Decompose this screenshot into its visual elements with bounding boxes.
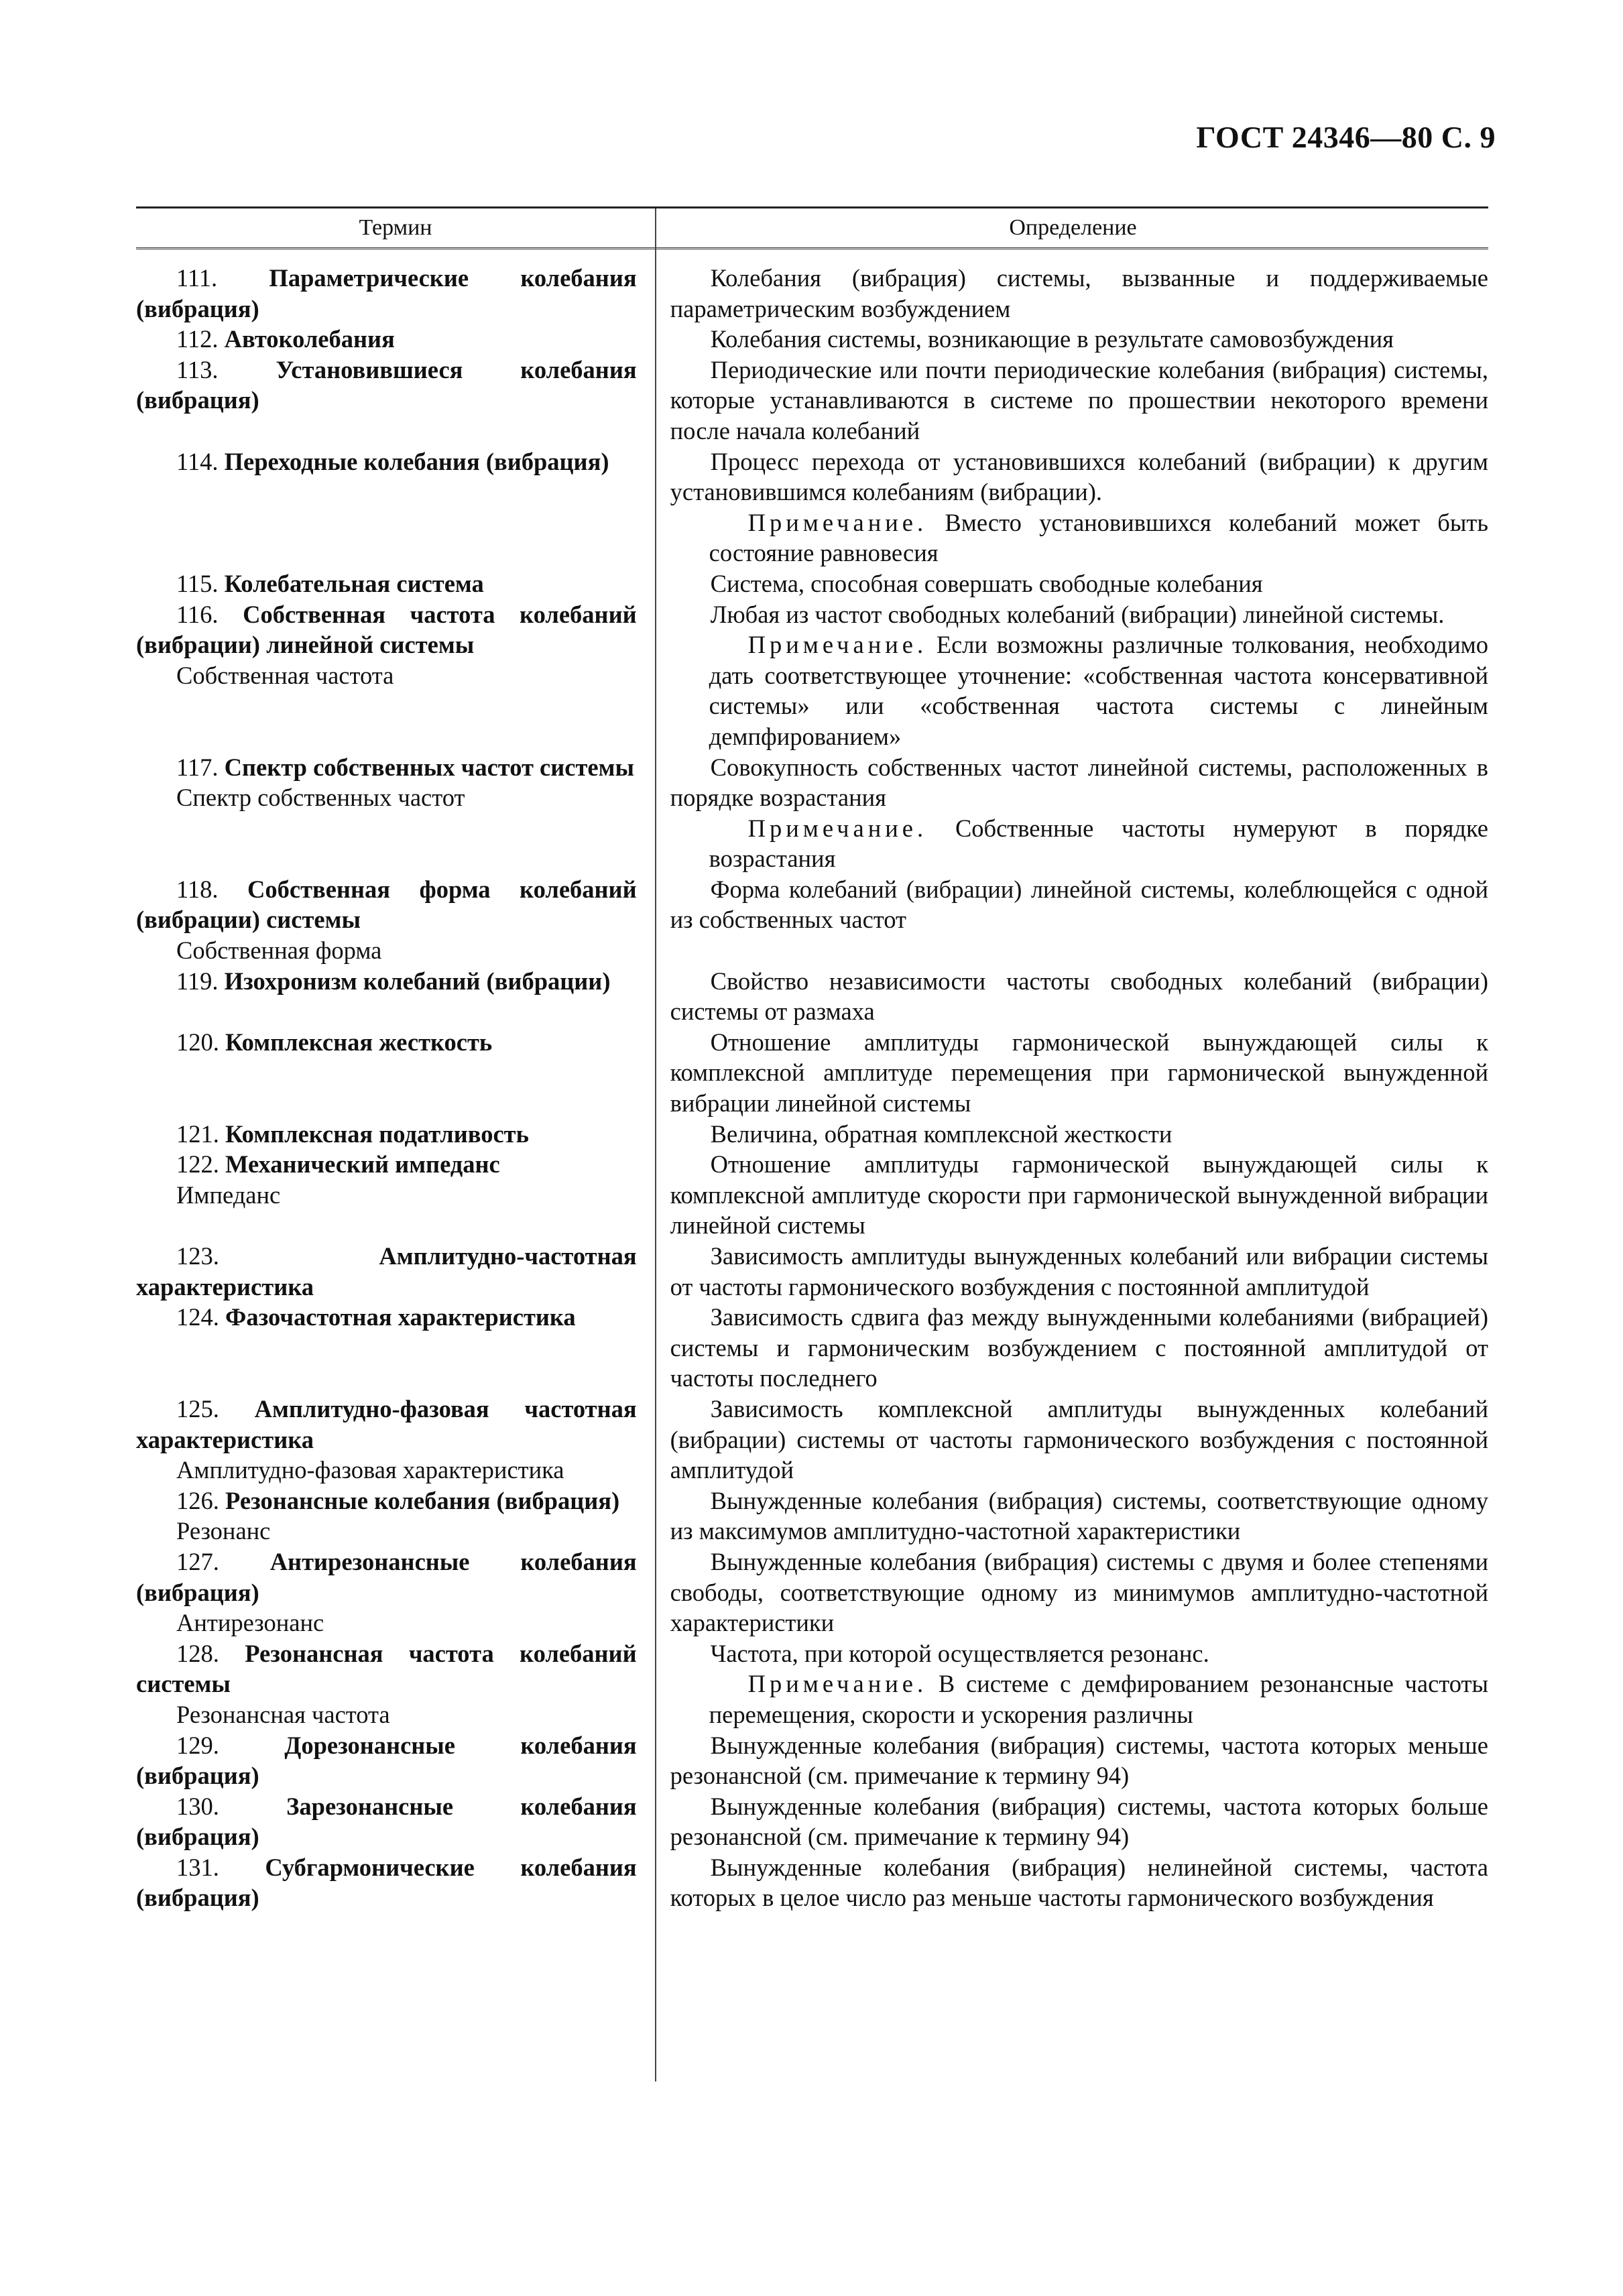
- note-label: Примечание.: [747, 1670, 928, 1698]
- table-row: [136, 324, 1488, 355]
- term-cell: [136, 1119, 653, 1150]
- term-name: Переходные колебания (вибрация): [224, 447, 609, 475]
- table-row: [136, 263, 1488, 324]
- term-line: [136, 1241, 637, 1302]
- term-name: Дорезонансные колебания (вибрация): [136, 1731, 637, 1790]
- term-short-form: Спектр собственных частот: [176, 784, 465, 812]
- term-cell: [136, 752, 653, 874]
- table-row: [136, 1791, 1488, 1852]
- definition-text: Величина, обратная комплексной жесткости: [710, 1120, 1173, 1148]
- definition-cell: [670, 599, 1488, 752]
- term-short-form: Антирезонанс: [176, 1609, 324, 1637]
- term-line: [136, 874, 637, 935]
- term-name: Зарезонансные колебания (вибрация): [136, 1792, 637, 1851]
- term-number: 130.: [176, 1792, 219, 1820]
- definition-cell: [670, 568, 1488, 599]
- definition-text: Зависимость амплитуды вынужденных колебаний или вибрации системы от частоты гармонического возбуждения с постоянной амплитудой: [670, 1242, 1488, 1301]
- table-row: [136, 1027, 1488, 1119]
- page-header: ГОСТ 24346—80 С. 9: [1196, 120, 1496, 154]
- definition-cell: [670, 752, 1488, 874]
- term-name: Комплексная жесткость: [225, 1028, 493, 1056]
- definition-text: Любая из частот свободных колебаний (вибрации) линейной системы.: [710, 600, 1445, 628]
- table-row: [136, 874, 1488, 966]
- term-number: 129.: [176, 1731, 219, 1759]
- table-row: [136, 1547, 1488, 1638]
- table-row: [136, 446, 1488, 568]
- definition-text: Вынужденные колебания (вибрация) системы, частота которых меньше резонансной (см. примечание к термину 94): [670, 1731, 1488, 1790]
- table-row: [136, 1638, 1488, 1730]
- term-cell: [136, 355, 653, 446]
- note: [670, 629, 1488, 751]
- definition-cell: [670, 1638, 1488, 1730]
- table-row: [136, 1394, 1488, 1486]
- table-row: [136, 1149, 1488, 1241]
- term-name: Автоколебания: [224, 325, 395, 353]
- definition-cell: [670, 1241, 1488, 1302]
- definition-text: Периодические или почти периодические колебания (вибрация) системы, которые устанавливаются в системе по прошествии некоторого времени после начала колебаний: [670, 355, 1488, 444]
- term-number: 112.: [176, 325, 219, 353]
- term-number: 128.: [176, 1639, 219, 1667]
- table-row: [136, 1241, 1488, 1302]
- definition-cell: [670, 1852, 1488, 1913]
- term-line: [136, 1149, 637, 1180]
- term-line: [136, 966, 637, 997]
- term-number: 114.: [176, 447, 219, 475]
- term-cell: [136, 1302, 653, 1394]
- term-number: 127.: [176, 1547, 219, 1575]
- term-number: 113.: [176, 355, 219, 383]
- term-short-form: Резонанс: [176, 1517, 271, 1545]
- term-number: 126.: [176, 1486, 219, 1514]
- term-cell: [136, 1486, 653, 1547]
- term-line: [136, 1027, 637, 1058]
- term-number: 131.: [176, 1853, 219, 1881]
- note: [670, 507, 1488, 568]
- term-name: Собственная форма колебаний (вибрации) системы: [136, 875, 637, 934]
- term-cell: [136, 263, 653, 324]
- term-name: Резонансные колебания (вибрация): [225, 1486, 620, 1514]
- term-number: 119.: [176, 967, 219, 995]
- definition-cell: [670, 355, 1488, 446]
- term-name: Антирезонансные колебания (вибрация): [136, 1547, 637, 1606]
- table-row: [136, 1852, 1488, 1913]
- note-text: Вместо установившихся колебаний может быть состояние равновесия: [709, 508, 1488, 567]
- definition-text: Отношение амплитуды гармонической вынуждающей силы к комплексной амплитуде скорости при гармонической вынужденной вибрации линейной системы: [670, 1150, 1488, 1240]
- term-line: [136, 1486, 637, 1516]
- definition-cell: [670, 1027, 1488, 1119]
- term-number: 124.: [176, 1303, 219, 1331]
- term-name: Параметрические колебания (вибрация): [136, 264, 637, 322]
- definition-text: Зависимость комплексной амплитуды вынужденных колебаний (вибрации) системы от частоты гармонического возбуждения с постоянной амплитудой: [670, 1394, 1488, 1484]
- term-number: 115.: [176, 569, 219, 597]
- term-number: 117.: [176, 753, 219, 781]
- note-text: Собственные частоты нумеруют в порядке возрастания: [709, 814, 1489, 873]
- term-name: Субгармонические колебания (вибрация): [136, 1853, 637, 1912]
- definition-cell: [670, 1730, 1488, 1791]
- term-line: [136, 1852, 637, 1913]
- term-name: Спектр собственных частот системы: [224, 753, 634, 781]
- term-number: 120.: [176, 1028, 219, 1056]
- term-name: Изохронизм колебаний (вибрации): [224, 967, 611, 995]
- definition-text: Частота, при которой осуществляется резонанс.: [710, 1639, 1209, 1667]
- term-cell: [136, 966, 653, 1027]
- column-header-term: Термин: [359, 215, 432, 240]
- term-cell: [136, 1791, 653, 1852]
- term-number: 111.: [176, 264, 218, 292]
- term-line: [136, 1791, 637, 1852]
- definition-cell: [670, 263, 1488, 324]
- term-line: [136, 1394, 637, 1455]
- term-number: 122.: [176, 1150, 219, 1179]
- note-label: Примечание.: [747, 631, 928, 659]
- definition-cell: [670, 966, 1488, 1027]
- definition-text: Отношение амплитуды гармонической вынуждающей силы к комплексной амплитуде перемещения при гармонической вынужденной вибрации линейной системы: [670, 1028, 1488, 1117]
- term-line: [136, 568, 637, 599]
- definition-cell: [670, 1547, 1488, 1638]
- term-cell: [136, 1638, 653, 1730]
- definition-cell: [670, 446, 1488, 568]
- term-cell: [136, 1547, 653, 1638]
- term-line: [136, 263, 637, 324]
- term-short-form: Собственная частота: [176, 661, 394, 689]
- term-cell: [136, 874, 653, 966]
- term-cell: [136, 1149, 653, 1241]
- definition-text: Вынужденные колебания (вибрация) нелинейной системы, частота которых в целое число раз меньше частоты гармонического возбуждения: [670, 1853, 1488, 1912]
- definition-cell: [670, 1486, 1488, 1547]
- note-text: Если возможны различные толкования, необходимо дать соответствующее уточнение: «собственная частота консервативной системы» или «собственная частота системы с линейным демпфированием»: [709, 631, 1489, 750]
- term-cell: [136, 1394, 653, 1486]
- table-row: [136, 1302, 1488, 1394]
- term-number: 121.: [176, 1120, 219, 1148]
- term-cell: [136, 1730, 653, 1791]
- term-name: Амплитудно-частотная характеристика: [136, 1242, 637, 1301]
- term-line: [136, 446, 637, 477]
- definition-text: Система, способная совершать свободные колебания: [710, 569, 1263, 597]
- definition-text: Процесс перехода от установившихся колебаний (вибрации) к другим установившимся колебаниям (вибрации).: [670, 447, 1488, 506]
- term-cell: [136, 1852, 653, 1913]
- definition-text: Вынужденные колебания (вибрация) системы, соответствующие одному из максимумов амплитудно-частотной характеристики: [670, 1486, 1488, 1545]
- term-name: Колебательная система: [224, 569, 484, 597]
- definition-cell: [670, 874, 1488, 966]
- definition-cell: [670, 1302, 1488, 1394]
- definition-cell: [670, 1394, 1488, 1486]
- term-name: Механический импеданс: [225, 1150, 500, 1179]
- term-name: Фазочастотная характеристика: [225, 1303, 576, 1331]
- table-row: [136, 355, 1488, 446]
- table-row: [136, 1730, 1488, 1791]
- term-line: [136, 1638, 637, 1699]
- table-row: [136, 1119, 1488, 1150]
- term-number: 125.: [176, 1394, 219, 1423]
- note: [670, 1669, 1488, 1730]
- definition-text: Форма колебаний (вибрации) линейной системы, колеблющейся с одной из собственных частот: [670, 875, 1488, 934]
- term-short-form: Амплитудно-фазовая характеристика: [176, 1456, 564, 1484]
- definition-text: Совокупность собственных частот линейной системы, расположенных в порядке возрастания: [670, 753, 1488, 812]
- term-line: [136, 1119, 637, 1150]
- definition-text: Колебания (вибрация) системы, вызванные и поддерживаемые параметрическим возбуждением: [670, 264, 1488, 322]
- term-number: 123.: [176, 1242, 219, 1270]
- term-cell: [136, 1241, 653, 1302]
- term-name: Собственная частота колебаний (вибрации) линейной системы: [136, 600, 637, 659]
- note-label: Примечание.: [747, 508, 928, 536]
- note: [670, 813, 1488, 874]
- table-row: [136, 752, 1488, 874]
- table-row: [136, 1486, 1488, 1547]
- definition-cell: [670, 1791, 1488, 1852]
- table-row: [136, 966, 1488, 1027]
- term-line: [136, 752, 637, 783]
- term-name: Комплексная податливость: [225, 1120, 529, 1148]
- definition-text: Колебания системы, возникающие в результате самовозбуждения: [710, 325, 1394, 353]
- note-text: В системе с демфированием резонансные частоты перемещения, скорости и ускорения различны: [709, 1670, 1488, 1728]
- term-cell: [136, 599, 653, 752]
- term-short-form: Импеданс: [176, 1181, 281, 1209]
- definition-text: Зависимость сдвига фаз между вынужденными колебаниями (вибрацией) системы и гармоническим возбуждением с постоянной амплитудой от частоты последнего: [670, 1303, 1488, 1392]
- term-number: 116.: [176, 600, 219, 628]
- definition-text: Вынужденные колебания (вибрация) системы с двумя и более степенями свободы, соответствующие одному из минимумов амплитудно-частотной характеристики: [670, 1547, 1488, 1637]
- term-number: 118.: [176, 875, 219, 903]
- definition-text: Вынужденные колебания (вибрация) системы, частота которых больше резонансной (см. примечание к термину 94): [670, 1792, 1488, 1851]
- term-line: [136, 1547, 637, 1608]
- term-cell: [136, 568, 653, 599]
- term-line: [136, 599, 637, 660]
- term-cell: [136, 1027, 653, 1119]
- term-line: [136, 324, 637, 355]
- term-cell: [136, 324, 653, 355]
- term-cell: [136, 446, 653, 568]
- definition-text: Свойство независимости частоты свободных колебаний (вибрации) системы от размаха: [670, 967, 1488, 1026]
- table-row: [136, 568, 1488, 599]
- definition-cell: [670, 1149, 1488, 1241]
- term-line: [136, 1302, 637, 1333]
- note-label: Примечание.: [747, 814, 928, 842]
- term-name: Установившиеся колебания (вибрация): [136, 355, 637, 414]
- term-line: [136, 355, 637, 416]
- term-short-form: Резонансная частота: [176, 1700, 390, 1728]
- definition-cell: [670, 1119, 1488, 1150]
- definition-cell: [670, 324, 1488, 355]
- terms-table-body: [136, 263, 1488, 1913]
- table-row: [136, 599, 1488, 752]
- term-name: Резонансная частота колебаний системы: [136, 1639, 637, 1698]
- term-name: Амплитудно-фазовая частотная характеристика: [136, 1394, 637, 1453]
- term-short-form: Собственная форма: [176, 936, 382, 965]
- column-header-definition: Определение: [655, 208, 1490, 247]
- table-header: [136, 206, 1488, 249]
- term-line: [136, 1730, 637, 1791]
